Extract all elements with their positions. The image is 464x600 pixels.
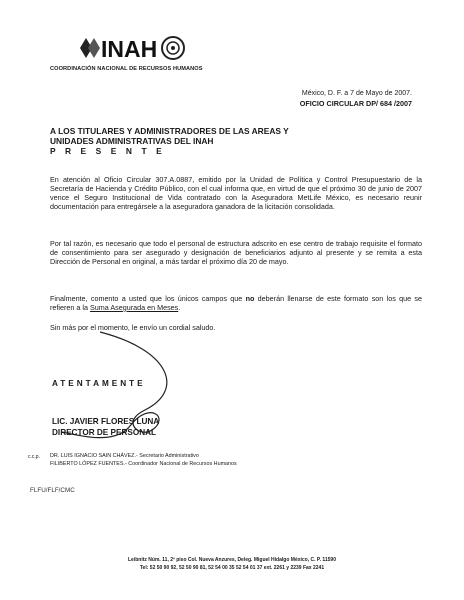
cc-label: c.c.p. <box>28 454 40 460</box>
footer-line-2: Tel: 52 50 90 92, 52 50 90 81, 52 54 00 35 52 54 01 37 ext. 2261 y 2239 Fax 2241 <box>139 565 325 571</box>
addressee-line-3: P R E S E N T E <box>50 146 166 157</box>
addressee-line-2: UNIDADES ADMINISTRATIVAS DEL INAH <box>50 136 214 147</box>
signer-title: DIRECTOR DE PERSONAL <box>52 427 157 437</box>
body-paragraph-2: Por tal razón, es necesario que todo el personal de estructura adscrito en ese centro de trabajo requisite el formato de consentimiento para ser asegurado y designación de beneficiarios adjunto al presente y se remita a esta Dirección de Personal en original, a más tardar el próximo día 20 de mayo. <box>50 239 422 266</box>
place-date: México, D. F. a 7 de Mayo de 2007. <box>301 90 412 97</box>
cc-block <box>50 453 237 468</box>
p3-underlined-phrase: Suma Asegurada en Meses <box>89 302 179 312</box>
signer-block <box>52 417 159 438</box>
signer-name: LIC. JAVIER FLORES LUNA <box>52 417 160 426</box>
p3-text-b: deberán llenarse de este formato son los que se refieren a la <box>50 294 422 312</box>
footer-address <box>0 556 464 572</box>
body-paragraph-4: Sin más por el momento, le envío un cordial saludo. <box>50 323 216 332</box>
circular-reference: OFICIO CIRCULAR DP/ 684 /2007 <box>299 99 412 108</box>
reference-initials: FLFU/FLF/CMC <box>30 487 75 494</box>
inah-logo <box>77 32 187 64</box>
handwritten-signature <box>60 330 230 460</box>
body-paragraph-3 <box>50 295 422 313</box>
body-paragraph-1: En atención al Oficio Circular 307.A.0887, emitido por la Unidad de Política y Control Presupuestario de la Secretaría de Hacienda y Crédito Público, con el cual informa que, en virtud de que el próximo 30 de junio de 2007 vence el Seguro Institucional de Vida contratado con la Aseguradora MetLife México, es necesario reunir documentación para entregársele a la aseguradora ganadora de la licitación consolidada. <box>50 175 422 211</box>
p3-text-a: Finalmente, comento a usted que los únicos campos que <box>50 294 246 303</box>
logo-caption: COORDINACIÓN NACIONAL DE RECURSOS HUMANOS <box>50 66 203 72</box>
closing-atentamente: ATENTAMENTE <box>52 379 146 388</box>
p3-end: . <box>178 302 181 312</box>
p3-bold-no: no <box>245 294 255 303</box>
footer-line-1: Leibnitz Núm. 11, 2º piso Col. Nueva Anzures, Deleg. Miguel Hidalgo México, C. P. 11590 <box>128 557 336 563</box>
addressee-block <box>50 126 289 157</box>
addressee-line-1: A LOS TITULARES Y ADMINISTRADORES DE LAS AREAS Y <box>50 126 289 136</box>
cc-line-2: FILIBERTO LÓPEZ FUENTES.- Coordinador Nacional de Recursos Humanos <box>50 460 237 467</box>
inah-logo-text: INAH <box>101 36 158 62</box>
cc-line-1: DR. LUIS IGNACIO SAIN CHÁVEZ.- Secretario Administrativo <box>50 453 199 459</box>
